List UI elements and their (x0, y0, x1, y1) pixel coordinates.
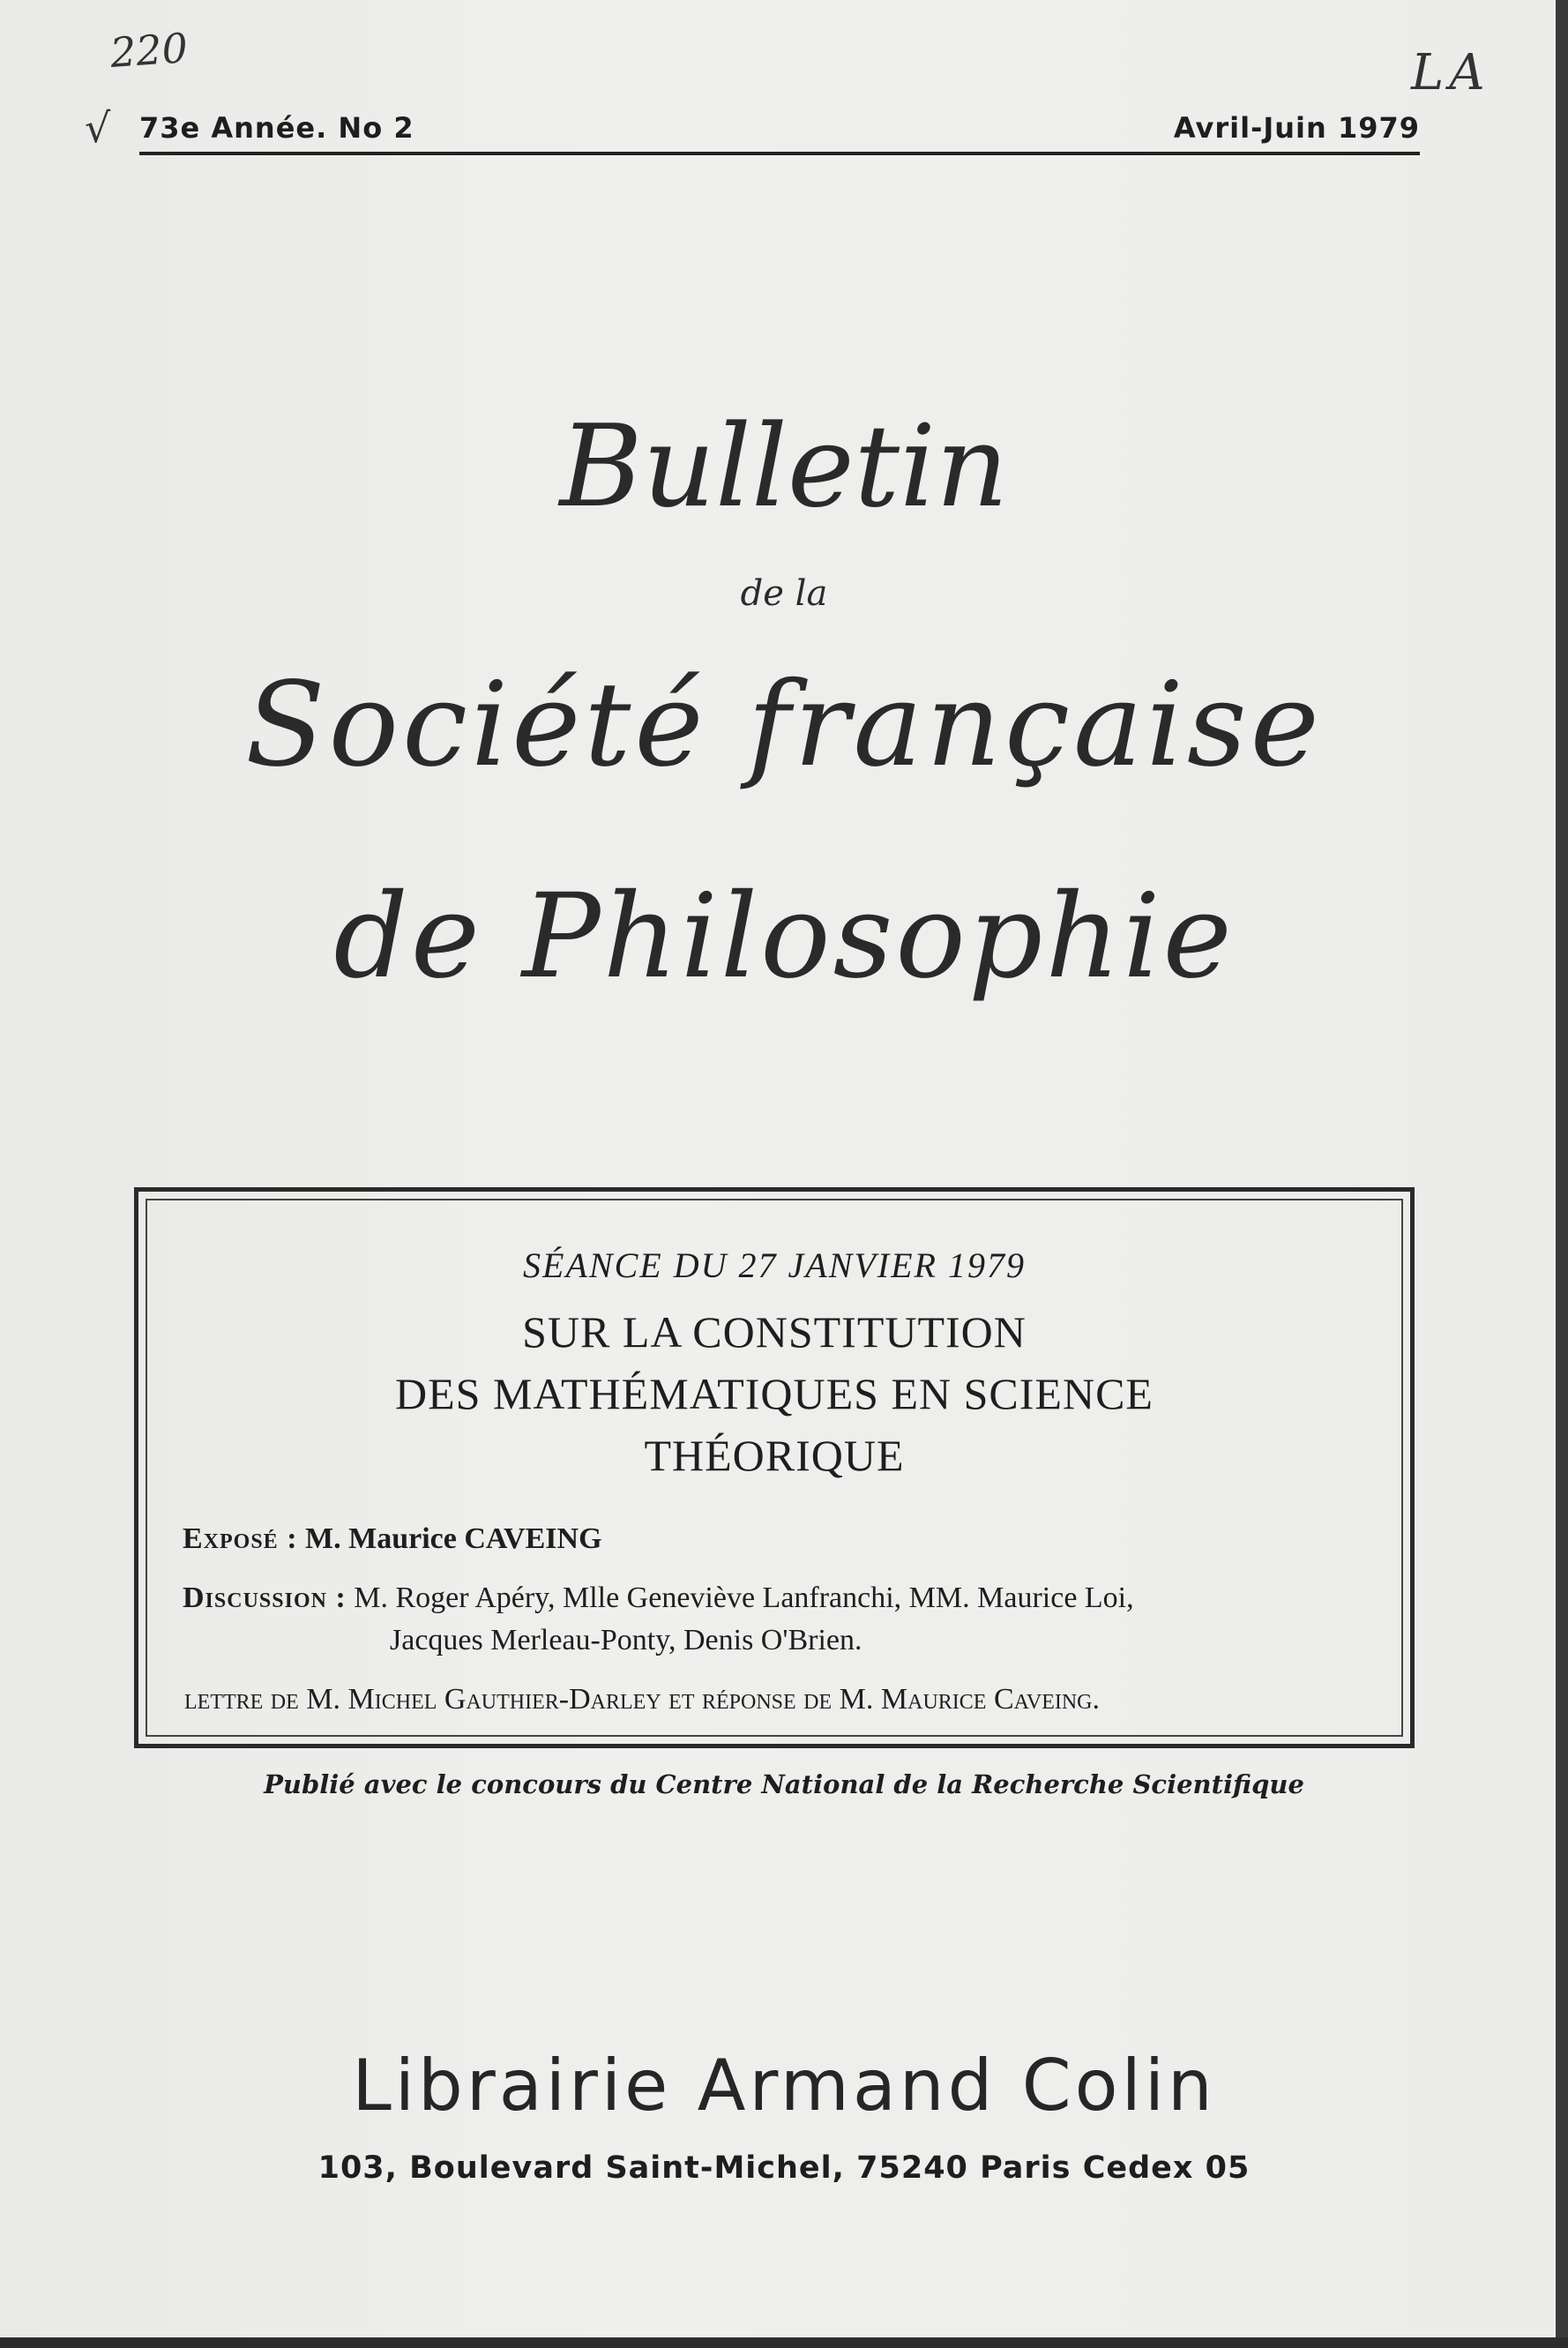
issue-number: 73e Année. No 2 (139, 111, 414, 145)
topic-line: DES MATHÉMATIQUES EN SCIENCE (395, 1369, 1154, 1418)
session-box (134, 1187, 1415, 1748)
header-rule (139, 152, 1420, 155)
issue-date: Avril-Juin 1979 (1173, 111, 1420, 145)
expose-speaker: M. Maurice CAVEING (305, 1522, 602, 1555)
title-societe-francaise: Société française (245, 657, 1323, 793)
topic-line: SUR LA CONSTITUTION (522, 1307, 1027, 1357)
discussion-entry (183, 1582, 1134, 1615)
publisher-name: Librairie Armand Colin (352, 2045, 1216, 2127)
expose-entry (183, 1522, 602, 1556)
handwritten-number: 220 (108, 24, 190, 77)
discussion-label: Discussion : (183, 1582, 347, 1614)
session-heading: SÉANCE DU 27 JANVIER 1979 (523, 1245, 1026, 1285)
discussion-participants-continued: Jacques Merleau-Ponty, Denis O'Brien. (390, 1624, 862, 1656)
cnrs-credit: Publié avec le concours du Centre National de la Recherche Scientifique (264, 1769, 1304, 1799)
lettre-entry: lettre de M. Michel Gauthier-Darley et réponse de M. Maurice Caveing. (184, 1683, 1101, 1716)
issue-header (139, 111, 1420, 155)
title-de-la: de la (740, 573, 828, 614)
title-de-philosophie: de Philosophie (333, 869, 1235, 1005)
handwritten-initials: LA (1411, 44, 1490, 101)
topic-line: THÉORIQUE (644, 1431, 905, 1480)
publisher-address: 103, Boulevard Saint-Michel, 75240 Paris Cedex 05 (317, 2150, 1251, 2186)
expose-label: Exposé : (183, 1522, 298, 1555)
discussion-participants: M. Roger Apéry, Mlle Geneviève Lanfranchi, MM. Maurice Loi, (354, 1582, 1134, 1614)
handwritten-check-mark: √ (85, 104, 111, 152)
page-edge-bottom (0, 2337, 1568, 2348)
title-bulletin: Bulletin (559, 401, 1009, 533)
page-edge-right (1556, 0, 1568, 2348)
